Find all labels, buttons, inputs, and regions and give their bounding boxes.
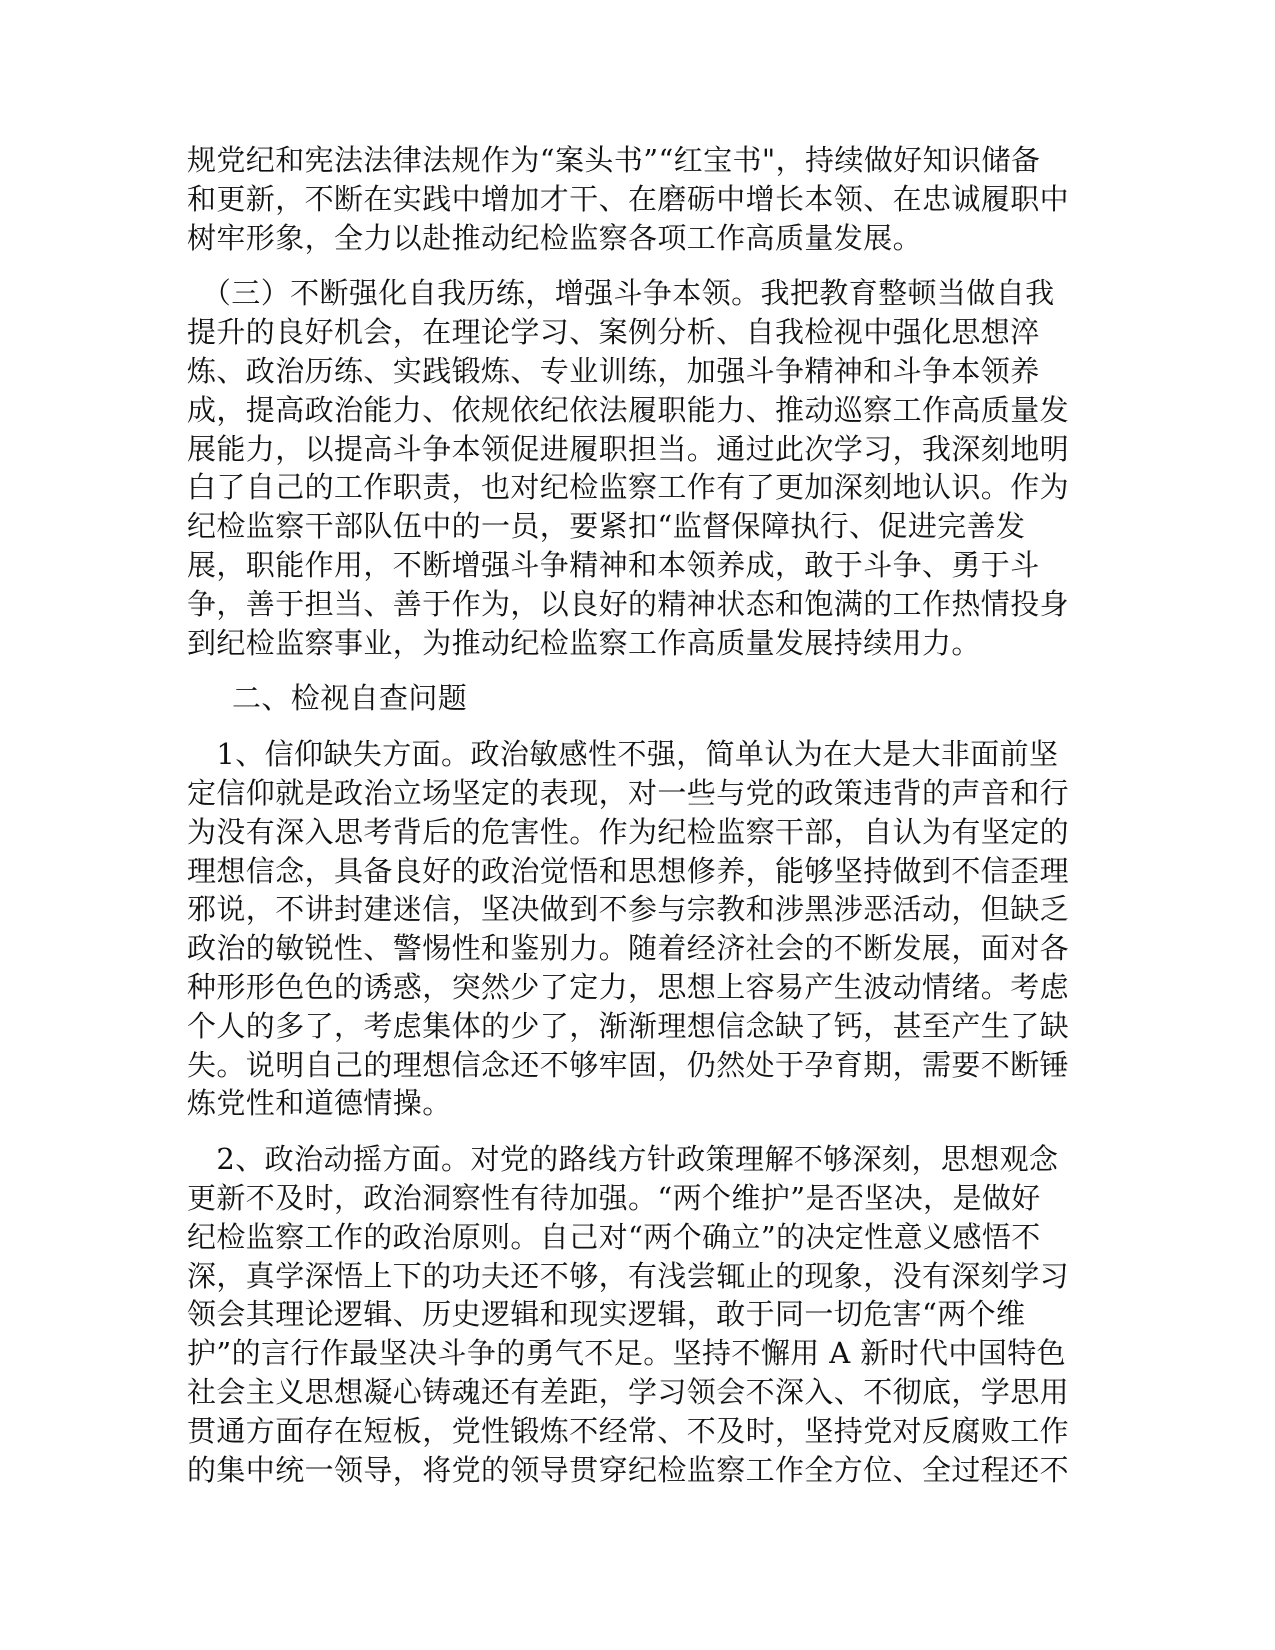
text-line: 护”的言行作最坚决斗争的勇气不足。坚持不懈用 A 新时代中国特色	[187, 1336, 1067, 1371]
text-line: （三）不断强化自我历练，增强斗争本领。我把教育整顿当做自我	[187, 276, 1055, 311]
text-line: 树牢形象，全力以赴推动纪检监察各项工作高质量发展。	[187, 220, 923, 255]
text-line: 2、政治动摇方面。对党的路线方针政策理解不够深刻，思想观念	[187, 1142, 1059, 1177]
text-line: 成，提高政治能力、依规依纪依法履职能力、推动巡察工作高质量发	[187, 392, 1070, 427]
text-line: 炼、政治历练、实践锻炼、专业训练，加强斗争精神和斗争本领养	[187, 353, 1040, 388]
text-line: 争，善于担当、善于作为，以良好的精神状态和饱满的工作热情投身	[187, 586, 1070, 621]
text-line: 的集中统一领导，将党的领导贯穿纪检监察工作全方位、全过程还不	[187, 1452, 1070, 1487]
text-line: 邪说，不讲封建迷信，坚决做到不参与宗教和涉黑涉恶活动，但缺乏	[187, 892, 1070, 927]
text-line: 纪检监察干部队伍中的一员，要紧扣“监督保障执行、促进完善发	[187, 509, 1026, 544]
paragraph-item-one	[187, 735, 1075, 1123]
paragraph-item-two	[187, 1140, 1075, 1489]
text-line: 为没有深入思考背后的危害性。作为纪检监察干部，自认为有坚定的	[187, 814, 1070, 849]
text-line: 深，真学深悟上下的功夫还不够，有浅尝辄止的现象，没有深刻学习	[187, 1258, 1070, 1293]
text-line: 到纪检监察事业，为推动纪检监察工作高质量发展持续用力。	[187, 625, 981, 660]
heading-text: 二、检视自查问题	[232, 681, 468, 716]
section-heading	[187, 679, 1075, 718]
text-line: 政治的敏锐性、警惕性和鉴别力。随着经济社会的不断发展，面对各	[187, 931, 1070, 966]
text-line: 个人的多了，考虑集体的少了，渐渐理想信念缺了钙，甚至产生了缺	[187, 1008, 1070, 1043]
text-line: 炼党性和道德情操。	[187, 1086, 452, 1121]
text-line: 失。说明自己的理想信念还不够牢固，仍然处于孕育期，需要不断锤	[187, 1047, 1070, 1082]
text-line: 种形形色色的诱惑，突然少了定力，思想上容易产生波动情绪。考虑	[187, 969, 1070, 1004]
text-line: 定信仰就是政治立场坚定的表现，对一些与党的政策违背的声音和行	[187, 775, 1070, 810]
text-line: 纪检监察工作的政治原则。自己对“两个确立”的决定性意义感悟不	[187, 1219, 1041, 1254]
text-line: 白了自己的工作职责，也对纪检监察工作有了更加深刻地认识。作为	[187, 470, 1070, 505]
text-line: 贯通方面存在短板，党性锻炼不经常、不及时，坚持党对反腐败工作	[187, 1413, 1070, 1448]
paragraph-continuation	[187, 141, 1075, 257]
text-line: 社会主义思想凝心铸魂还有差距，学习领会不深入、不彻底，学思用	[187, 1374, 1070, 1409]
text-line: 更新不及时，政治洞察性有待加强。“两个维护”是否坚决，是做好	[187, 1180, 1041, 1215]
text-line: 规党纪和宪法法律法规作为“案头书”“红宝书"，持续做好知识储备	[187, 143, 1041, 177]
text-line: 1、信仰缺失方面。政治敏感性不强，简单认为在大是大非面前坚	[187, 737, 1059, 772]
paragraph-section-three	[187, 274, 1075, 662]
text-line: 展，职能作用，不断增强斗争精神和本领养成，敢于斗争、勇于斗	[187, 547, 1040, 582]
document-page	[187, 141, 1075, 1506]
text-line: 提升的良好机会，在理论学习、案例分析、自我检视中强化思想淬	[187, 315, 1040, 350]
text-line: 理想信念，具备良好的政治觉悟和思想修养，能够坚持做到不信歪理	[187, 853, 1070, 888]
text-line: 展能力，以提高斗争本领促进履职担当。通过此次学习，我深刻地明	[187, 431, 1070, 466]
text-line: 和更新，不断在实践中增加才干、在磨砺中增长本领、在忠诚履职中	[187, 181, 1070, 216]
text-line: 领会其理论逻辑、历史逻辑和现实逻辑，敢于同一切危害“两个维	[187, 1297, 1026, 1332]
